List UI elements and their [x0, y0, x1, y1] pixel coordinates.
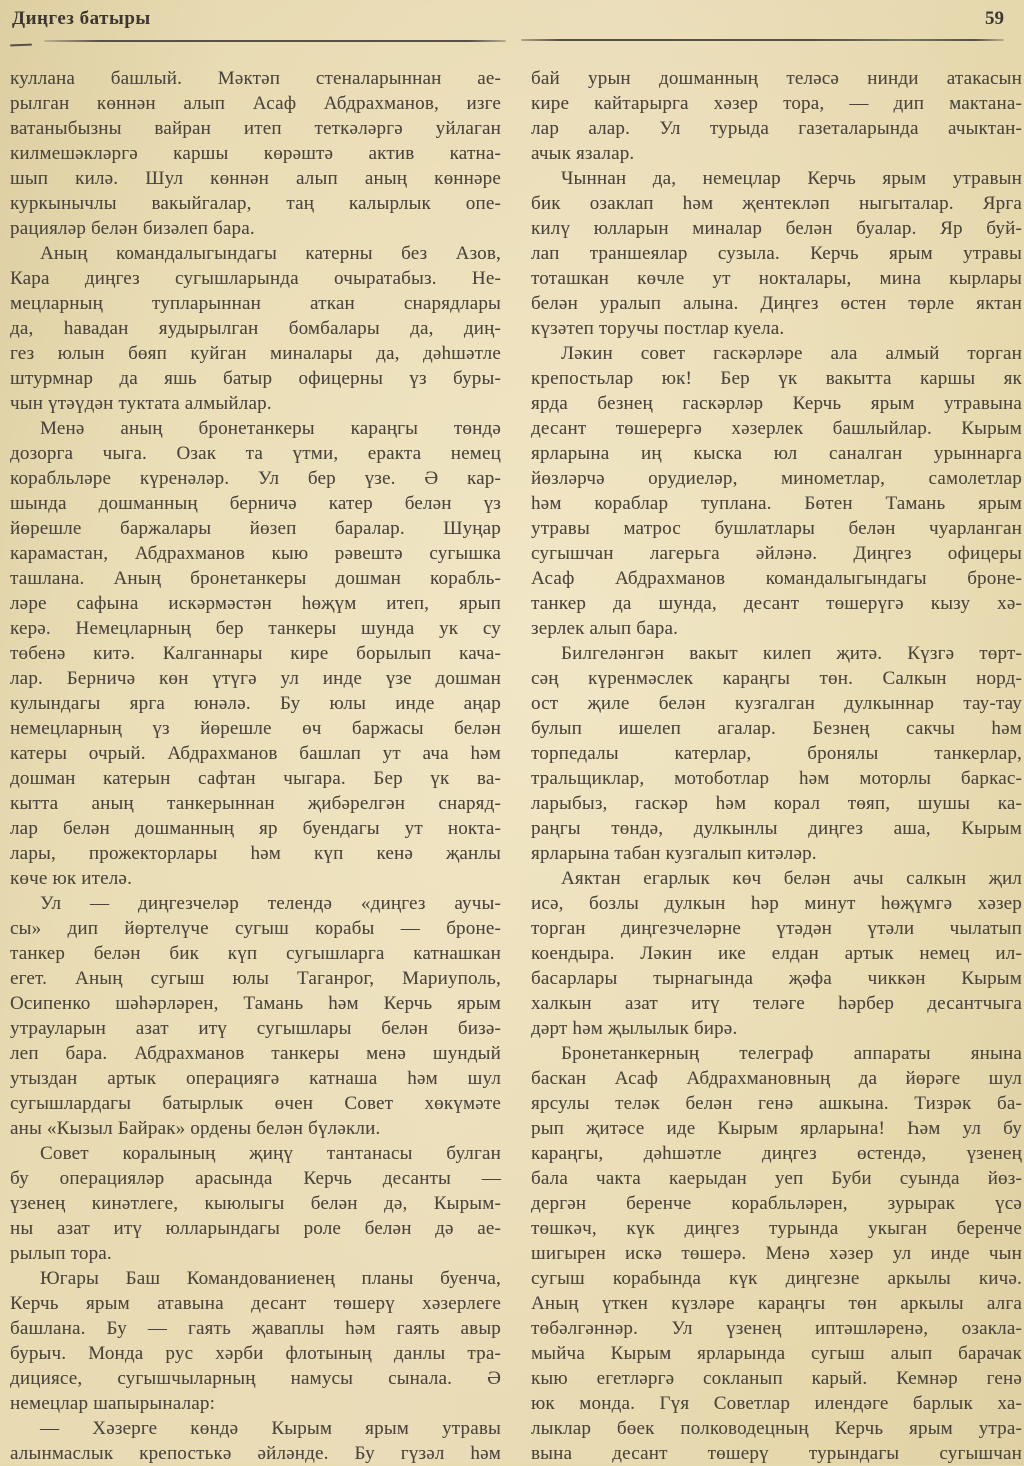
text-line: гез юлын бөяп куйган миналары да, дәһшәтле — [10, 343, 501, 364]
text-line: лар белән дошманның яр буендагы ут нокта- — [10, 818, 501, 839]
text-line: егет. Аның сугыш юлы Таганрог, Мариуполь, — [10, 968, 501, 989]
text-line: да, һавадан яудырылган бомбалары да, диң- — [10, 318, 501, 339]
column-left — [10, 66, 501, 1466]
text-line: зерлек алып бара. — [531, 618, 679, 639]
paragraph — [10, 416, 501, 891]
text-line: тральщиклар, мотоботлар һәм моторлы баркас- — [531, 768, 1022, 789]
text-line: крепостьлар юк! Бер үк вакытта каршы як — [531, 368, 1022, 389]
text-line: төбенә китә. Калганнары кире борылып кача- — [10, 643, 501, 664]
text-line: лар. Берничә көн үтүгә ул инде үзе дошман — [10, 668, 501, 689]
text-line: карамастан, Абдрахманов кыю рәвештә сугышка — [10, 543, 501, 564]
text-line: ачык язалар. — [531, 143, 635, 164]
text-line: утравы матрос бушлатлары белән чуарланган — [531, 518, 1022, 539]
text-line: Аның үткен күзләре караңгы төн аркылы алга — [531, 1293, 1022, 1314]
text-line: торган диңгезчеләрне үтәдән үтәли чылатып — [531, 918, 1022, 939]
text-line: кытта аның танкерыннан җибәрелгән снаряд- — [10, 793, 501, 814]
text-line: исә, бозлы дулкын һәр минут һөҗүмгә хәзер — [531, 893, 1022, 914]
text-line: — Хәзерге көндә Кырым ярым утравы — [40, 1418, 501, 1439]
text-line: Менә аның бронетанкеры караңгы төндә — [40, 418, 501, 439]
text-line: шып килә. Шул көннән алып аның көннәре — [10, 168, 501, 189]
text-line: Аның командалыгындагы катерны без Азов, — [40, 243, 501, 264]
text-line: рылып тора. — [10, 1243, 112, 1264]
text-line: төбәлгәннәр. Ул үзенең иптәшләренә, озакла- — [531, 1318, 1022, 1339]
text-line: танкер белән бик күп сугышларга катнашкан — [10, 943, 501, 964]
text-line: ташлана. Аның бронетанкеры дошман корабль- — [10, 568, 501, 589]
text-line: ярда безнең гаскәрләр Керчь ярым утравына — [531, 393, 1022, 414]
text-line: дозорга чыга. Озак та үтми, еракта немец — [10, 443, 501, 464]
text-line: рылган көннән алып Асаф Абдрахманов, изге — [10, 93, 501, 114]
text-line: утыздан артык операциягә катнаша һәм шул — [10, 1068, 501, 1089]
text-line: басарлары тырнагында җәфа чиккән Кырым — [531, 968, 1022, 989]
header-rule — [10, 38, 1014, 48]
text-line: сугышчан лагерьга әйләнә. Диңгез офицеры — [531, 543, 1022, 564]
header-rule-segment-left — [44, 40, 506, 42]
text-line: юк монда. Гүя Советлар илендәге барлык ха- — [531, 1393, 1022, 1414]
text-line: йөзләрчә орудиеләр, минометлар, самолетлар — [531, 468, 1022, 489]
paragraph — [10, 1266, 501, 1416]
text-line: көче юк ителә. — [10, 868, 133, 889]
text-line: караңгы, дәһшәтле диңгез өстендә, үзенең — [531, 1143, 1022, 1164]
paragraph — [10, 1141, 501, 1266]
paragraph — [531, 1041, 1022, 1466]
text-line: немецларның үз йөрешле өч баржасы белән — [10, 718, 501, 739]
text-line: үзенең кинәтлеге, кыюлыгы белән дә, Кырым- — [10, 1193, 501, 1214]
text-line: коендыра. Ләкин ике елдан артык немец ил- — [531, 943, 1022, 964]
text-line: рацияләр белән бизәлеп бара. — [10, 218, 255, 239]
text-columns — [10, 62, 1022, 1466]
text-line: ләре сафына искәрмәстән һөҗүм итеп, ярып — [10, 593, 501, 614]
text-line: дошман катерын сафтан чыгара. Бер үк ва- — [10, 768, 501, 789]
text-line: Совет коралының җиңү тантанасы булган — [40, 1143, 501, 1164]
paragraph — [531, 66, 1022, 166]
header-rule-dash — [10, 44, 32, 47]
text-line: корабльләре күренәләр. Ул бер үзе. Ә кар- — [10, 468, 501, 489]
text-line: Кара диңгез сугышларында очыратабыз. Не- — [10, 268, 501, 289]
text-line: куллана башлый. Мәктәп стеналарыннан ае- — [10, 68, 501, 89]
text-line: бик озаклап һәм җентекләп ныгыталар. Ярга — [531, 193, 1022, 214]
text-line: ларыбыз, гаскәр һәм корал төяп, шушы ка- — [531, 793, 1022, 814]
text-line: баскан Асаф Абдрахмановның да йөрәге шул — [531, 1068, 1022, 1089]
text-line: ватаныбызны вайран итеп теткәләргә уйлаган — [10, 118, 501, 139]
text-line: Чыннан да, немецлар Керчь ярым утравын — [561, 168, 1022, 189]
text-line: шигырен искә төшерә. Менә хәзер ул инде чын — [531, 1243, 1022, 1264]
text-line: кыю егетләргә сокланып карый. Кемнәр генә — [531, 1368, 1022, 1389]
text-line: торпедалы катерлар, бронялы танкерлар, — [531, 743, 1022, 764]
text-line: йөрешле баржалары йөзеп баралар. Шуңар — [10, 518, 501, 539]
text-line: ярсулы теләк белән генә ашкына. Тизрәк ба- — [531, 1093, 1022, 1114]
text-line: Билгеләнгән вакыт килеп җитә. Күзгә төрт- — [561, 643, 1022, 664]
text-line: тоташкан көчле ут нокталары, мина кырлары — [531, 268, 1022, 289]
text-line: утрауларын азат итү сугышлары белән бизә- — [10, 1018, 501, 1039]
header-rule-segment-right — [521, 39, 1004, 41]
paragraph — [10, 891, 501, 1141]
text-line: шында дошманның берничә катер белән үз — [10, 493, 501, 514]
text-line: ярларына табан кузгалып китәләр. — [531, 843, 817, 864]
text-line: Аяктан егарлык көч белән ачы салкын җил — [561, 868, 1022, 889]
text-line: сугыш корабында күк диңгезне аркылы кичә. — [531, 1268, 1022, 1289]
text-line: катеры очрый. Абдрахманов башлап ут ача һәм — [10, 743, 501, 764]
text-line: дициясе, сугышчыларның намусы сынала. Ә — [10, 1368, 501, 1389]
text-line: ярларына иң кыска юл саналган урыннарга — [531, 443, 1022, 464]
text-line: немецлар шапырыналар: — [10, 1393, 216, 1414]
text-line: керә. Немецларның бер танкеры шунда ук су — [10, 618, 501, 639]
text-line: һәм кораблар туплана. Бөтен Тамань ярым — [531, 493, 1022, 514]
text-line: булып ишелеп агалар. Безнең сакчы һәм — [531, 718, 1022, 739]
text-line: куркынычлы вакыйгалар, таң калырлык опе- — [10, 193, 501, 214]
text-line: штурмнар да яшь батыр офицерны үз буры- — [10, 368, 501, 389]
text-line: Осипенко шәһәрләрен, Тамань һәм Керчь ярым — [10, 993, 501, 1014]
text-line: лап траншеялар сузыла. Керчь ярым утравы — [531, 243, 1022, 264]
text-line: сугышлардагы батырлык өчен Совет хөкүмәте — [10, 1093, 501, 1114]
paragraph — [531, 341, 1022, 641]
text-line: бай урын дошманның теләсә нинди атакасын — [531, 68, 1022, 89]
paragraph — [10, 66, 501, 241]
text-line: рып җитәсе иде Кырым ярларына! Һәм ул бу — [531, 1118, 1022, 1139]
text-line: күзәтеп торучы постлар куела. — [531, 318, 785, 339]
text-line: Асаф Абдрахманов командалыгындагы броне- — [531, 568, 1022, 589]
text-line: дәрт һәм җылылык бирә. — [531, 1018, 738, 1039]
text-line: Бронетанкерның телеграф аппараты янына — [561, 1043, 1022, 1064]
paragraph — [10, 241, 501, 416]
text-line: ны азат итү юлларындагы роле белән дә ае- — [10, 1218, 501, 1239]
text-line: белән уралып алына. Диңгез өстен төрле яктан — [531, 293, 1022, 314]
text-line: кире кайтарырга хәзер тора, — дип мактана- — [531, 93, 1022, 114]
text-line: килү юлларын миналар белән буалар. Яр буй- — [531, 218, 1022, 239]
text-line: аны «Кызыл Байрак» ордены белән бүләкли. — [10, 1118, 381, 1139]
text-line: чын үтәүдән туктата алмыйлар. — [10, 393, 272, 414]
page-number: 59 — [985, 8, 1004, 29]
text-line: лар алар. Ул турыда газеталарында ачыктан- — [531, 118, 1022, 139]
text-line: лыклар бөек полководецның Керчь ярым утра- — [531, 1418, 1022, 1439]
text-line: бурыч. Монда рус хәрби флотының данлы тра- — [10, 1343, 501, 1364]
text-line: алынмаслык крепостькә әйләнде. Бу гүзәл һәм — [10, 1443, 501, 1464]
text-line: бала чакта каерыдан уеп Буби суында йөз- — [531, 1168, 1022, 1189]
text-line: сәң күренмәслек караңгы төн. Салкын норд- — [531, 668, 1022, 689]
text-line: вына десант төшерү турындагы сугышчан — [531, 1443, 1022, 1464]
paragraph — [531, 166, 1022, 341]
paragraph — [531, 866, 1022, 1041]
text-line: башлана. Бу — гаять җаваплы һәм гаять авыр — [10, 1318, 501, 1339]
text-line: Керчь ярым атавына десант төшерү хәзерлеге — [10, 1293, 501, 1314]
text-line: килмешәкләргә каршы көрәштә актив катна- — [10, 143, 501, 164]
text-line: танкер да шунда, десант төшерүгә кызу хә- — [531, 593, 1022, 614]
text-line: сы» дип йөртелүче сугыш корабы — броне- — [10, 918, 501, 939]
page-header — [10, 6, 1018, 38]
text-line: төшкәч, күк диңгез турында укыган беренче — [531, 1218, 1022, 1239]
running-title: Диңгез батыры — [12, 8, 151, 29]
text-line: леп бара. Абдрахманов танкеры менә шундый — [10, 1043, 501, 1064]
text-line: раңгы төндә, дулкынлы диңгез аша, Кырым — [531, 818, 1022, 839]
text-line: Ләкин совет гаскәрләре ала алмый торган — [561, 343, 1022, 364]
text-line: халкын азат итү теләге һәрбер десантчыга — [531, 993, 1022, 1014]
paragraph — [531, 641, 1022, 866]
text-line: Ул — диңгезчеләр телендә «диңгез аучы- — [40, 893, 501, 914]
text-line: мецларның тупларыннан аткан снарядлары — [10, 293, 501, 314]
text-line: кулындагы ярга юнәлә. Бу юлы инде аңар — [10, 693, 501, 714]
text-line: дергән беренче корабльләрен, зурырак үсә — [531, 1193, 1022, 1214]
text-line: Югары Баш Командованиенең планы буенча, — [40, 1268, 501, 1289]
text-line: мыйча Кырым ярларында сугыш алып барачак — [531, 1343, 1022, 1364]
text-line: бу операцияләр арасында Керчь десанты — — [10, 1168, 501, 1189]
text-line: ост җиле белән кузгалган дулкыннар тау-тау — [531, 693, 1022, 714]
text-line: десант төшерергә хәзерлек башлыйлар. Кырым — [531, 418, 1022, 439]
text-line: лары, прожекторлары һәм күп кенә җанлы — [10, 843, 501, 864]
paragraph — [10, 1416, 501, 1466]
column-right — [531, 66, 1022, 1466]
